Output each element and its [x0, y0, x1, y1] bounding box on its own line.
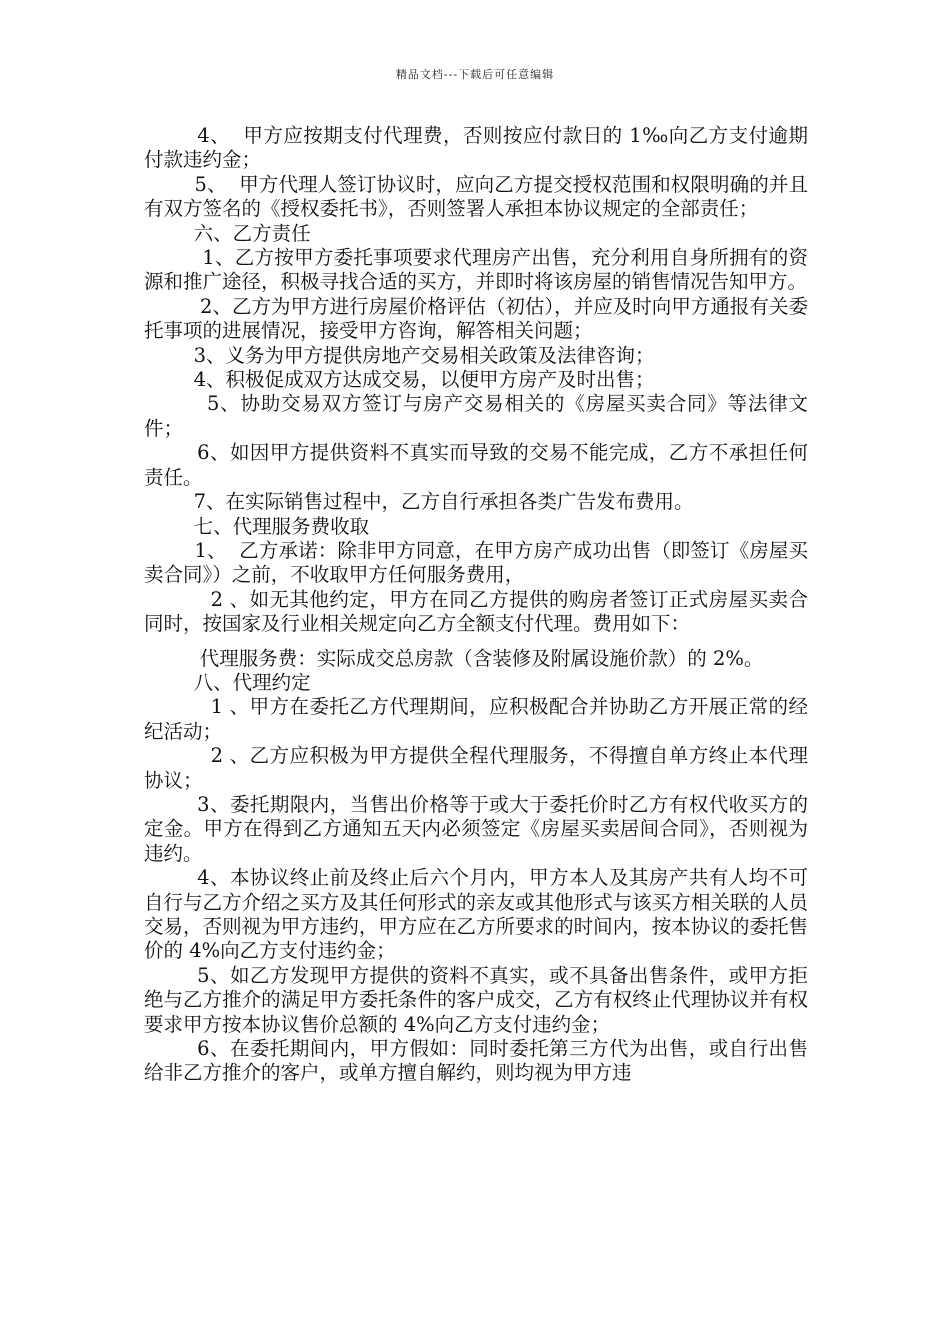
paragraph: 1、 乙方承诺：除非甲方同意，在甲方房产成功出售（即签订《房屋买卖合同》）之前，不收取甲方任何服务费用，: [144, 538, 808, 587]
paragraph: 6、在委托期间内，甲方假如：同时委托第三方代为出售，或自行出售给非乙方推介的客户，或单方擅自解约，则均视为甲方违: [144, 1037, 808, 1085]
paragraph: 5、 甲方代理人签订协议时，应向乙方提交授权范围和权限明确的并且有双方签名的《授权委托书》，否则签署人承担本协议规定的全部责任；: [144, 172, 808, 221]
paragraph: 七、代理服务费收取: [144, 514, 370, 538]
paragraph: 4、 甲方应按期支付代理费，否则按应付款日的 1‰向乙方支付逾期付款违约金；: [144, 124, 809, 172]
paragraph: 3、义务为甲方提供房地产交易相关政策及法律咨询；: [144, 343, 655, 367]
paragraph: 3、委托期限内，当售出价格等于或大于委托价时乙方有权代收买方的定金。甲方在得到乙方通知五天内必须签定《房屋买卖居间合同》，否则视为违约。: [144, 792, 808, 865]
paragraph: 5、如乙方发现甲方提供的资料不真实，或不具备出售条件，或甲方拒绝与乙方推介的满足甲方委托条件的客户成交，乙方有权终止代理协议并有权要求甲方按本协议售价总额的 4%向乙方支付违约金；: [144, 963, 808, 1036]
paragraph: 2 、乙方应积极为甲方提供全程代理服务，不得擅自单方终止本代理协议；: [144, 744, 808, 792]
paragraph: 4、积极促成双方达成交易，以便甲方房产及时出售；: [144, 368, 655, 392]
paragraph: 代理服务费：实际成交总房款（含装修及附属设施价款）的 2%。: [144, 646, 764, 670]
paragraph: 1 、甲方在委托乙方代理期间，应积极配合并协助乙方开展正常的经纪活动；: [144, 695, 808, 743]
document-body: [144, 124, 808, 1086]
paragraph: 六、乙方责任: [144, 221, 311, 245]
paragraph: 5、协助交易双方签订与房产交易相关的《房屋买卖合同》等法律文件；: [144, 392, 808, 440]
paragraph: 八、代理约定: [144, 670, 311, 694]
paragraph: 4、本协议终止前及终止后六个月内，甲方本人及其房产共有人均不可自行与乙方介绍之买方及其任何形式的亲友或其他形式与该买方相关联的人员交易，否则视为甲方违约，甲方应在乙方所要求的时间内，按本协议的委托售价的 4%向乙方支付违约金；: [144, 866, 808, 963]
paragraph: 7、在实际销售过程中，乙方自行承担各类广告发布费用。: [144, 490, 694, 514]
paragraph: 2、乙方为甲方进行房屋价格评估（初估），并应及时向甲方通报有关委托事项的进展情况，接受甲方咨询，解答相关问题；: [144, 294, 808, 343]
paragraph: 1、乙方按甲方委托事项要求代理房产出售，充分利用自身所拥有的资源和推广途径，积极寻找合适的买方，并即时将该房屋的销售情况告知甲方。: [144, 246, 808, 294]
paragraph: 2 、如无其他约定，甲方在同乙方提供的购房者签订正式房屋买卖合同时，按国家及行业相关规定向乙方全额支付代理。费用如下：: [144, 587, 808, 636]
page-header: 精品文档---下载后可任意编辑: [395, 68, 555, 81]
paragraph: 6、如因甲方提供资料不真实而导致的交易不能完成，乙方不承担任何责任。: [144, 441, 808, 489]
